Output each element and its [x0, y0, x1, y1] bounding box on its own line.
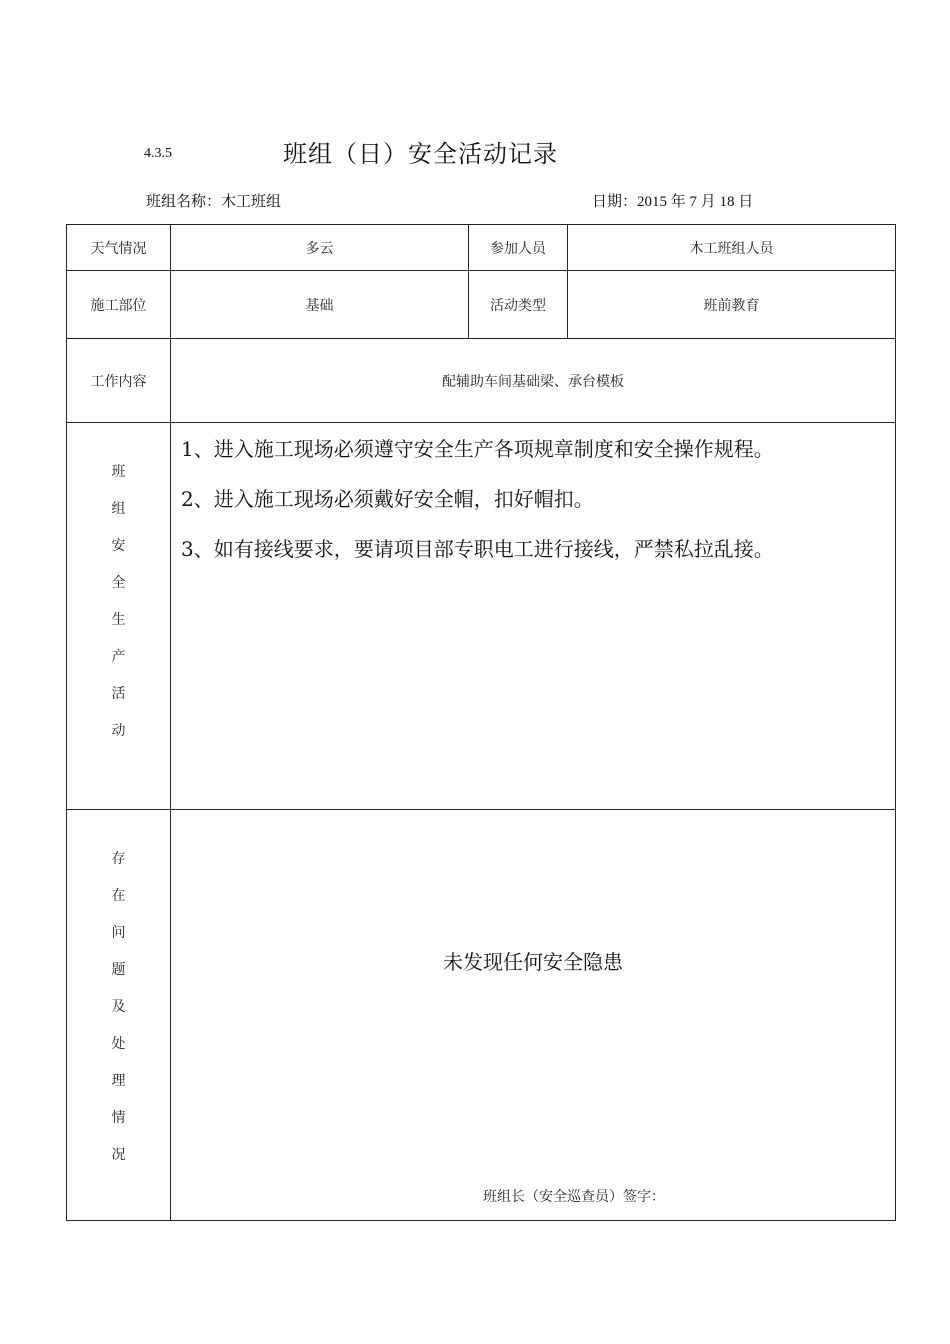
signature-label: 班组长（安全巡查员）签字：	[483, 1189, 665, 1205]
activity-type-label: 活动类型	[469, 271, 568, 339]
label-char: 生	[111, 612, 126, 628]
work-content-label: 工作内容	[67, 339, 171, 423]
label-char: 产	[111, 649, 126, 665]
weather-value: 多云	[171, 225, 469, 271]
label-char: 况	[111, 1147, 126, 1163]
safety-activity-item: 1、进入施工现场必须遵守安全生产各项规章制度和安全操作规程。	[181, 437, 774, 461]
location-label: 施工部位	[67, 271, 171, 339]
team-name-line	[146, 190, 281, 211]
issues-value: 未发现任何安全隐患	[443, 950, 623, 974]
label-char: 题	[111, 962, 126, 978]
weather-label: 天气情况	[67, 225, 171, 271]
safety-activity-item: 2、进入施工现场必须戴好安全帽，扣好帽扣。	[181, 487, 594, 511]
label-char: 在	[111, 888, 126, 904]
label-char: 安	[111, 538, 126, 554]
team-name-value: 木工班组	[221, 192, 282, 210]
issues-label-cell	[67, 810, 171, 1221]
document-title: 班组（日）安全活动记录	[283, 140, 558, 168]
safety-activity-label	[67, 463, 170, 741]
table-row	[67, 339, 896, 423]
label-char: 理	[111, 1073, 126, 1089]
date-label: 日期：	[592, 192, 638, 210]
section-number: 4.3.5	[144, 146, 172, 161]
label-char: 全	[111, 575, 126, 591]
label-char: 及	[111, 999, 126, 1015]
label-char: 问	[111, 925, 126, 941]
issues-label	[67, 850, 170, 1165]
issues-content	[171, 810, 896, 1221]
safety-record-table	[66, 224, 896, 1221]
work-content-value: 配辅助车间基础梁、承台模板	[171, 339, 896, 423]
label-char: 班	[111, 464, 126, 480]
table-row	[67, 423, 896, 810]
label-char: 情	[111, 1110, 126, 1126]
label-char: 处	[111, 1036, 126, 1052]
label-char: 组	[111, 501, 126, 517]
participants-label: 参加人员	[469, 225, 568, 271]
label-char: 存	[111, 851, 126, 867]
safety-activity-content	[171, 423, 896, 810]
table-row	[67, 225, 896, 271]
label-char: 活	[111, 686, 126, 702]
table-row	[67, 810, 896, 1221]
location-value: 基础	[171, 271, 469, 339]
date-line	[592, 190, 753, 211]
safety-activity-item: 3、如有接线要求，要请项目部专职电工进行接线，严禁私拉乱接。	[181, 537, 774, 561]
safety-activity-label-cell	[67, 423, 171, 810]
table-row	[67, 271, 896, 339]
activity-type-value: 班前教育	[568, 271, 896, 339]
date-value: 2015 年 7 月 18 日	[637, 194, 754, 210]
label-char: 动	[111, 723, 126, 739]
team-name-label: 班组名称：	[146, 192, 222, 210]
participants-value: 木工班组人员	[568, 225, 896, 271]
